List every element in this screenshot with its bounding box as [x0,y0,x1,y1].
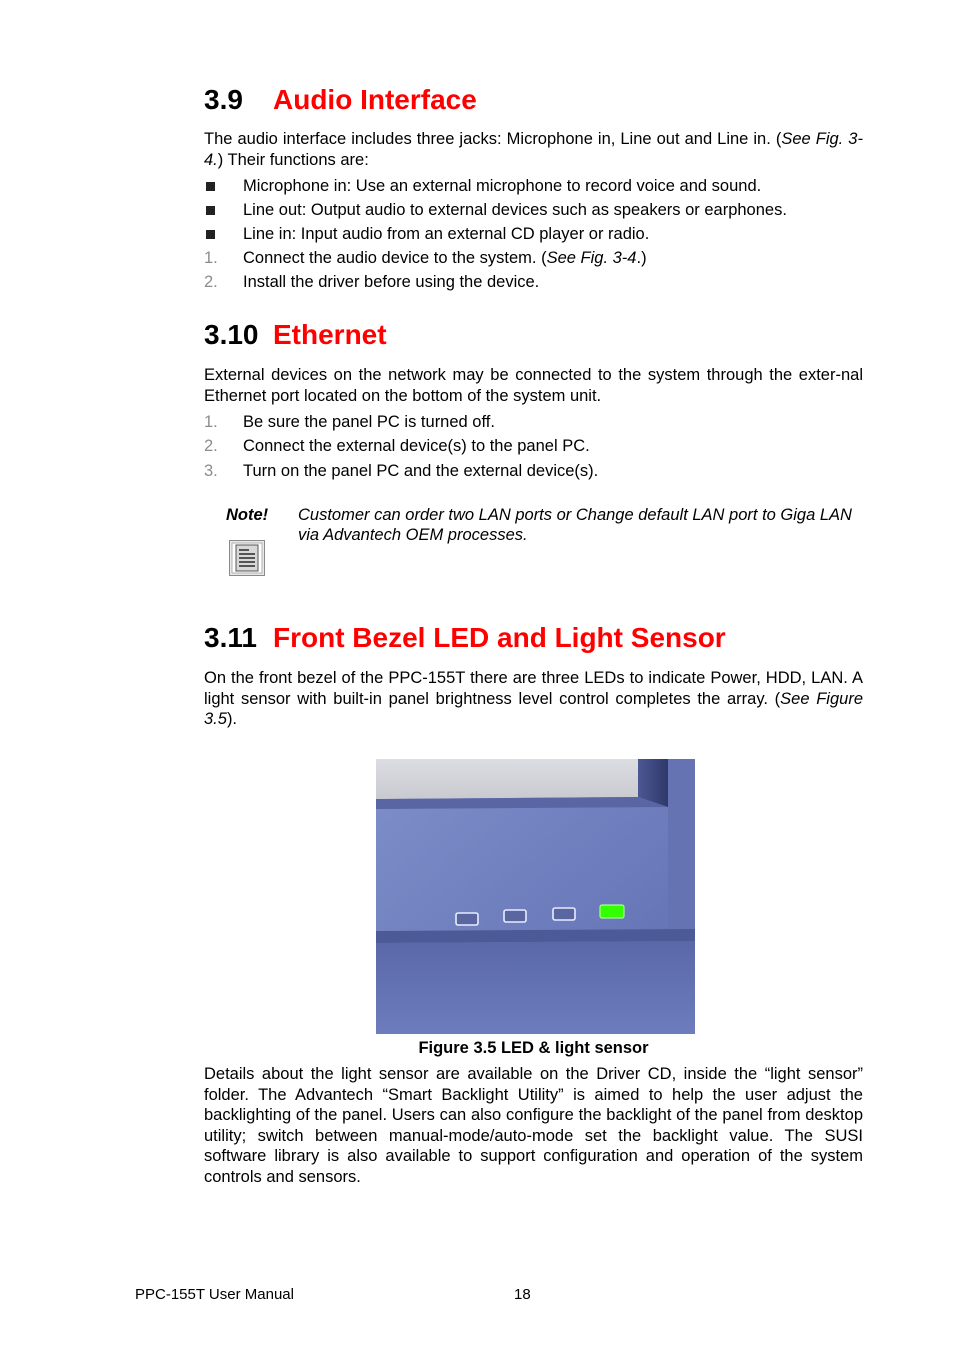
section-heading-audio [204,83,477,117]
step-text: Be sure the panel PC is turned off. [243,413,495,431]
section-number: 3.10 [204,319,259,350]
audio-intro-text: The audio interface includes three jacks: Microphone in, Line out and Line in. ( [204,130,782,148]
figure-caption: Figure 3.5 LED & light sensor [418,1039,649,1057]
section-heading-ethernet [204,318,387,352]
section-title: Front Bezel LED and Light Sensor [273,622,726,653]
section-heading-bezel [204,621,726,655]
ethernet-intro: External devices on the network may be connected to the system through the exter-nal Ethernet port located on the bottom of the system unit. [204,366,863,405]
audio-intro-ref: See Fig. 3-4. [204,130,863,169]
section-number: 3.9 [204,84,243,115]
bezel-intro-text: On the front bezel of the PPC-155T there are three LEDs to indicate Power, HDD, LAN. A light sensor with built-in panel brightness level control completes the array. ( [204,669,863,708]
step-text: Connect the external device(s) to the panel PC. [243,437,590,455]
step-number: 3. [204,462,218,480]
section-number: 3.11 [204,622,257,653]
step-number: 1. [204,249,218,267]
bezel-intro [204,668,863,730]
section-title: Ethernet [273,319,387,350]
list-item-text: Line out: Output audio to external devices such as speakers or earphones. [243,201,787,219]
section-title: Audio Interface [273,84,477,115]
bezel-details: Details about the light sensor are available on the Driver CD, inside the “light sensor” folder. The Advantech “Smart Backlight Utility” is aimed to help the user adjust the backlighting of the panel. Users can also configure the backlight of the panel from desktop utility; switch between manual-mode/auto-mode set the backlight value. The SUSI software library is also available to support configuration and operation of the system controls and sensors. [204,1065,863,1186]
list-item-text: Microphone in: Use an external microphone to record voice and sound. [243,177,762,195]
step-number: 2. [204,437,218,455]
note-label: Note! [226,506,269,524]
note-text: Customer can order two LAN ports or Change default LAN port to Giga LAN via Advantech OEM processes. [298,506,852,545]
bezel-intro-text-end: ). [226,710,238,729]
list-item-text: Line in: Input audio from an external CD player or radio. [243,225,650,243]
audio-intro-text-end: ) Their functions are: [217,150,369,169]
footer-manual-title: PPC-155T User Manual [135,1286,294,1303]
footer-page-number: 18 [514,1286,531,1303]
step-number: 2. [204,273,218,291]
step-text: Turn on the panel PC and the external device(s). [243,462,599,480]
bezel-intro-ref: See Figure 3.5 [204,689,863,729]
step-text-start: Connect the audio device to the system. ( [243,249,547,267]
audio-intro [204,129,863,170]
step-text-end: .) [636,249,647,267]
note-document-icon [229,540,265,576]
step-text [243,248,647,268]
step-number: 1. [204,413,218,431]
led-light-sensor-photo [376,759,695,1034]
step-text: Install the driver before using the device. [243,273,540,291]
step-ref: See Fig. 3-4 [546,249,637,267]
